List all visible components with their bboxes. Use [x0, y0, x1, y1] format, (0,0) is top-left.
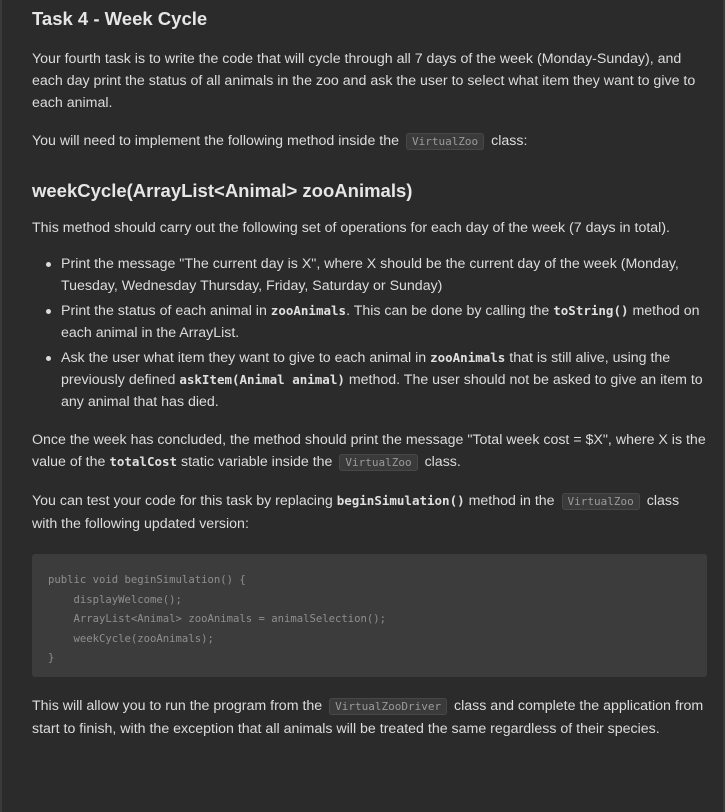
- paragraph-text: method in the: [468, 493, 555, 509]
- list-item: [61, 253, 707, 297]
- code-block: [32, 554, 707, 677]
- inline-code: toString(): [553, 303, 629, 318]
- method-description: This method should carry out the following set of operations for each day of the week (7 days in total).: [32, 220, 670, 236]
- class-tag-virtualzoo: VirtualZoo: [339, 454, 417, 471]
- paragraph-text: This will allow you to run the program from the: [32, 698, 323, 714]
- code-line: weekCycle(zooAnimals);: [48, 632, 214, 645]
- closing-paragraph: [32, 695, 707, 740]
- code-line: public void beginSimulation() {: [48, 574, 246, 586]
- list-item: [61, 300, 707, 344]
- paragraph-text: static variable inside the: [181, 454, 333, 470]
- implement-paragraph: [32, 130, 707, 153]
- method-heading: weekCycle(ArrayList<Animal> zooAnimals): [32, 180, 413, 201]
- bullet-text: method on each animal in the ArrayList.: [61, 303, 700, 341]
- implement-text: You will need to implement the following method inside the: [32, 133, 399, 149]
- class-tag-virtualzoo: VirtualZoo: [562, 493, 640, 510]
- bullet-text: Ask the user what item they want to give to each animal in: [61, 350, 427, 366]
- bullet-text: method. The user should not be asked to give an item to any animal that has died.: [61, 372, 703, 410]
- inline-code: zooAnimals: [270, 303, 347, 318]
- paragraph-text: class with the following updated version:: [32, 493, 680, 532]
- paragraph-text: class.: [424, 454, 461, 470]
- paragraph-text: class and complete the application from start to finish, with the exception that all animals will be treated the same regardless of their species.: [32, 698, 704, 737]
- inline-code: totalCost: [109, 454, 178, 469]
- code-line: displayWelcome();: [48, 593, 182, 606]
- intro-paragraph: Your fourth task is to write the code that will cycle through all 7 days of the week (Monday-Sunday), and each day print the status of all animals in the zoo and ask the user to select what item they want to give to each animal.: [32, 51, 696, 111]
- test-paragraph: [32, 490, 707, 535]
- inline-code: beginSimulation(): [336, 493, 465, 508]
- page-title: Task 4 - Week Cycle: [32, 8, 208, 29]
- bullet-text: Print the status of each animal in: [61, 303, 267, 319]
- inline-code: askItem(Animal animal): [179, 372, 345, 387]
- paragraph-text: Once the week has concluded, the method should print the message "Total week cost = $X", where X is the value of the: [32, 432, 706, 470]
- class-tag-virtualzoo: VirtualZoo: [406, 133, 484, 150]
- inline-code: zooAnimals: [430, 350, 506, 365]
- left-border: [0, 0, 2, 812]
- bullet-text: . This can be done by calling the: [346, 303, 550, 319]
- code-line: }: [48, 652, 55, 664]
- week-end-paragraph: [32, 429, 707, 474]
- class-tag-virtualzoodriver: VirtualZooDriver: [329, 698, 447, 715]
- operations-list: [32, 253, 707, 413]
- code-line: ArrayList<Animal> zooAnimals = animalSelection();: [48, 613, 387, 625]
- list-item: [61, 347, 707, 413]
- bullet-text: that is still alive, using the previously defined: [61, 350, 671, 388]
- paragraph-text: You can test your code for this task by replacing: [32, 493, 333, 509]
- implement-after: class:: [491, 133, 528, 149]
- bullet-text: Print the message "The current day is X", where X should be the current day of the week (Monday, Tuesday, Wednesday Thursday, Friday, Saturday or Sunday): [61, 256, 679, 294]
